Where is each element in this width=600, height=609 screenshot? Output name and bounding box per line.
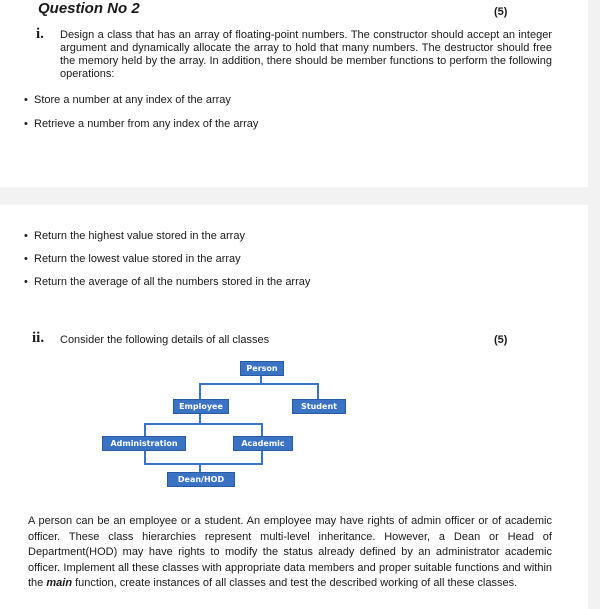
node-employee: Employee: [173, 399, 229, 414]
part2-text-start: A person can be an employee or a student. An employee may have rights of admin officer or of academic officer. These class hierarchies represent multi-level inheritance. However, a Dean or Head of Department(HOD) may have rights to modify the status already defined by an administrator academic officer. Implement all these classes with appropriate data members and proper suitable functions and within the: [28, 515, 552, 589]
node-dean-hod: Dean/HOD: [167, 472, 235, 487]
main-keyword: main: [46, 577, 73, 589]
bullet-text: Return the average of all the numbers stored in the array: [34, 276, 311, 288]
part1-text: Design a class that has an array of floating-point numbers. The constructor should accept an integer argument and dynamically allocate the array to hold that many numbers. The destructor should free the memory held by the array. In addition, there should be member functions to perform the following operations:: [60, 29, 552, 80]
part2-text: [28, 514, 552, 592]
bullet-item: • Return the highest value stored in the array: [24, 230, 245, 242]
part2-marks: (5): [494, 334, 508, 346]
node-person: Person: [240, 361, 284, 376]
node-student: Student: [292, 399, 346, 414]
bullet-text: Return the lowest value stored in the array: [34, 253, 241, 265]
bullet-item: • Retrieve a number from any index of the array: [24, 118, 259, 130]
bullet-text: Return the highest value stored in the array: [34, 230, 245, 242]
bullet-item: • Return the lowest value stored in the array: [24, 253, 241, 265]
part2-numeral: ii.: [32, 330, 45, 346]
part1-numeral: i.: [36, 26, 44, 42]
bullet-item: • Store a number at any index of the array: [24, 94, 231, 106]
node-administration: Administration: [102, 436, 186, 451]
part2-intro: Consider the following details of all classes: [60, 334, 270, 346]
part2-text-end: function, create instances of all classes and test the described working of all these classes.: [72, 577, 518, 589]
bullet-item: • Return the average of all the numbers stored in the array: [24, 276, 311, 288]
bullet-text: Retrieve a number from any index of the array: [34, 118, 259, 130]
bullet-text: Store a number at any index of the array: [34, 94, 231, 106]
part1-marks: (5): [494, 6, 508, 18]
node-academic: Academic: [233, 436, 293, 451]
question-title: Question No 2: [38, 0, 140, 17]
